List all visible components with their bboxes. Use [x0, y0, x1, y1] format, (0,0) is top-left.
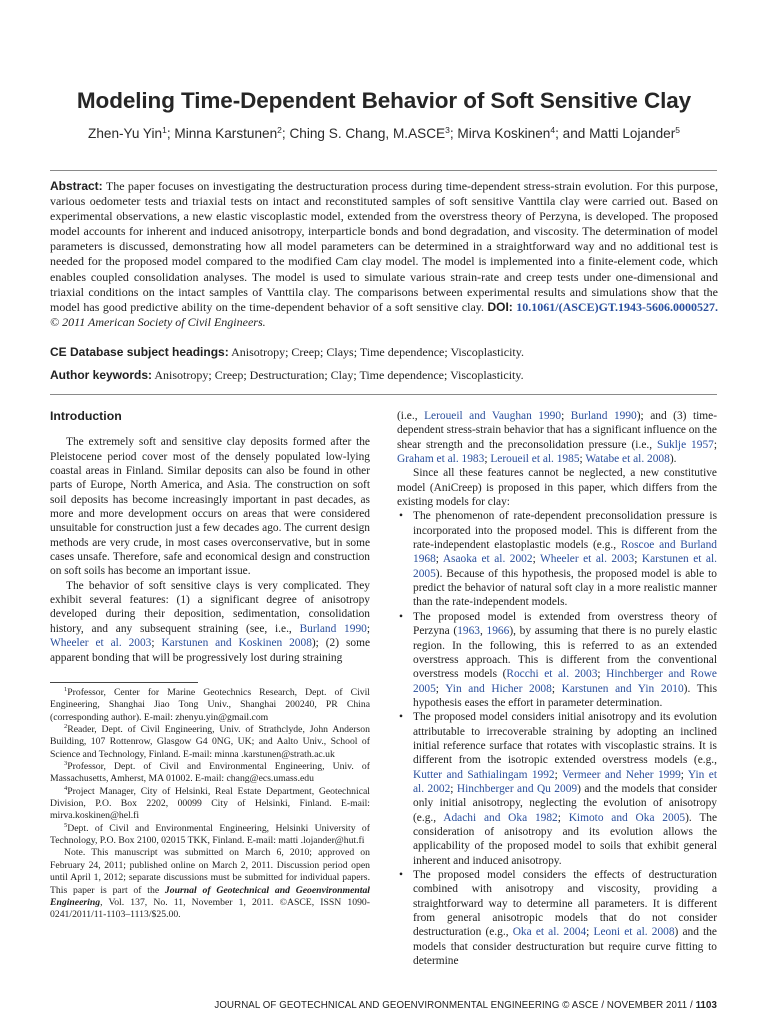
- citation-link[interactable]: Hinchberger and Qu 2009: [456, 782, 578, 795]
- journal-name: Journal of Geotechnical and Geoenvironmental Engineering: [50, 884, 370, 908]
- footer-journal-line: JOURNAL OF GEOTECHNICAL AND GEOENVIRONMENTAL ENGINEERING © ASCE / NOVEMBER 2011 /: [214, 1000, 693, 1011]
- feature-list: [397, 509, 717, 968]
- citation-link[interactable]: Yin and Hicher 2008: [445, 682, 552, 695]
- author-separator: ;: [166, 126, 175, 141]
- copyright-notice: © 2011 American Society of Civil Engineers.: [50, 314, 266, 329]
- citation-link[interactable]: Karstunen and Yin 2010: [561, 682, 684, 695]
- author-separator: ;: [281, 126, 290, 141]
- bullet-icon: •: [399, 711, 403, 724]
- text: ) and the models that consider only initial anisotropy, neglecting the evolution of anisotropy (e.g.,: [413, 782, 718, 824]
- abstract-label: Abstract:: [50, 179, 103, 193]
- text: ). Because of this hypothesis, the proposed model is able to predict the behavior of natural soft clay in a more realistic manner than the rate-independent models.: [413, 567, 717, 609]
- citation-link[interactable]: Watabe et al. 2008: [585, 453, 670, 466]
- ce-headings-label: CE Database subject headings:: [50, 345, 229, 359]
- text: The proposed model is extended from overstress theory of Perzyna (: [413, 610, 717, 638]
- text: ). The consideration of anisotropy and its evolution allows the applicability of the proposed model to soils that exhibit general inherent and induced anisotropy.: [413, 811, 718, 867]
- footnote: $^3$Professor, Dept. of Civil and Environmental Engineering, Univ. of Massachusetts, Amherst, MA 01002. E-mail: chang@ecs.umass.edu: [50, 760, 370, 785]
- author-keywords-label: Author keywords:: [50, 368, 153, 382]
- citation-link[interactable]: Oka et al. 2004: [512, 926, 587, 939]
- citation-link[interactable]: Asaoka et al. 2002: [442, 553, 533, 566]
- footnote-text: Dept. of Civil and Environmental Engineering, Helsinki University of Technology, P.O. Box 2100, 02015 TKK, Finland. E-mail: matti .lojander@hut.fi: [50, 822, 370, 847]
- list-item: • The proposed model is extended from overstress theory of Perzyna (1963, 1966), by assuming that there is no purely elastic region. In the following, this is referred to as an extended overstress approach. This is different from the conventional overstress models (Rocchi et al. 2003; Hinchberger and Rowe 2005; Yin and Hicher 2008; Karstunen and Yin 2010). This hypothesis eases the effort in parameter determination.: [399, 610, 718, 709]
- citation-link[interactable]: Kimoto and Oka 2005: [568, 811, 686, 824]
- text: The phenomenon of rate-dependent preconsolidation pressure is incorporated into the proposed model. This is different from the rate-independent elastoplastic models (e.g.,: [413, 510, 717, 552]
- bullet-icon: •: [399, 869, 403, 881]
- doi-label: DOI:: [487, 299, 513, 314]
- citation-link[interactable]: Burland 1990: [570, 410, 637, 422]
- page-footer: [214, 1000, 717, 1011]
- text: The behavior of soft sensitive clays is very complicated. They exhibit several features: (1) a significant degree of anisotropy developed during their deposition, sedimentation, consolidation history, and any subsequent straining (see, i.e.,: [50, 579, 370, 635]
- citation-link[interactable]: Leroueil and Vaughan 1990: [424, 410, 562, 422]
- author-name: Ching S. Chang, M.ASCE: [289, 126, 446, 141]
- author-affiliation-mark: 1: [162, 125, 167, 135]
- list-item: • The proposed model considers the effects of destructuration combined with anisotropy and viscosity, providing a straightforward way to determine all parameters. It is different from general anisotropic models that do not consider destructuration (e.g., Oka et al. 2004; Leoni et al. 2008) and the models that consider destructuration but require curve fitting to determine: [399, 869, 717, 968]
- author-name: Minna Karstunen: [174, 126, 278, 141]
- footnote: $^4$Project Manager, City of Helsinki, Real Estate Department, Geotechnical Division, P.O. Box 2202, 00099 City of Helsinki, Finland. E-mail: mirva.koskinen@hel.fi: [50, 784, 370, 822]
- doi-link[interactable]: 10.1061/(ASCE)GT.1943-5606.0000527.: [516, 299, 719, 314]
- citation-link[interactable]: Wheeler et al. 2003: [50, 637, 152, 650]
- author-separator: ;: [449, 126, 458, 141]
- text: ), by assuming that there is no purely elastic region. In the following, this is referred to as an extended overstress approach. This is different from the conventional overstress models (: [413, 625, 718, 681]
- footnote: $^5$Dept. of Civil and Environmental Engineering, Helsinki University of Technology, P.O. Box 2100, 02015 TKK, Finland. E-mail: matti .lojander@hut.fi: [50, 821, 370, 847]
- paragraph: The behavior of soft sensitive clays is very complicated. They exhibit several features: (1) a significant degree of anisotropy developed during their deposition, sedimentation, consolidation history, and any subsequent straining (see, i.e., Burland 1990; Wheeler et al. 2003; Karstunen and Koskinen 2008); (2) some apparent bonding that will be progressively lost during straining: [50, 579, 371, 664]
- right-column: [397, 409, 717, 968]
- citation-link[interactable]: Roscoe and Burland 1968: [413, 539, 717, 566]
- citation-link[interactable]: Leroueil et al. 1985: [490, 453, 580, 466]
- page-number: 1103: [695, 1000, 717, 1011]
- paragraph: (i.e., Leroueil and Vaughan 1990; Burland 1990); and (3) time-dependent stress-strain behavior that has a significant influence on the shear strength and the preconsolidation pressure (i.e., Suklje 1957; Graham et al. 1983; Leroueil et al. 1985; Watabe et al. 2008).: [397, 410, 718, 466]
- paper-title: Modeling Time-Dependent Behavior of Soft Sensitive Clay: [76, 88, 692, 113]
- abstract: [50, 179, 718, 330]
- citation-link[interactable]: Vermeer and Neher 1999: [561, 768, 681, 781]
- author-keywords-text: Anisotropy; Creep; Destructuration; Clay; Time dependence; Viscoplasticity.: [154, 368, 524, 382]
- author-name: Mirva Koskinen: [457, 126, 551, 141]
- text: ); (2) some apparent bonding that will be progressively lost during straining: [50, 637, 370, 664]
- citation-link[interactable]: Burland 1990: [299, 622, 367, 635]
- citation-link[interactable]: Leoni et al. 2008: [593, 926, 675, 939]
- citation-link[interactable]: Graham et al. 1983: [397, 453, 485, 466]
- text: ); and (3) time-dependent stress-strain behavior that has a significant influence on the shear strength and the preconsolidation pressure (i.e.,: [397, 410, 717, 451]
- citation-link[interactable]: Hinchberger and Rowe 2005: [413, 668, 717, 695]
- footnote-text: Professor, Center for Marine Geotechnics Research, Dept. of Civil Engineering, Shanghai Jiao Tong Univ., Shanghai 200240, PR China (corresponding author). E-mail: zhenyu.yin@gmail.com: [50, 687, 370, 723]
- footnote-text: Project Manager, City of Helsinki, Real Estate Department, Geotechnical Division, P.O. Box 2202, 00099 City of Helsinki, Finland. E-mail: mirva.koskinen@hel.fi: [50, 785, 370, 822]
- author-affiliation-mark: 3: [445, 125, 450, 135]
- text: The proposed model considers initial anisotropy and its evolution attributable to irrecoverable straining by adopting an inclined initial reference surface that rotates with viscoplastic strains. It is different from the isotropic extended overstress models (e.g.,: [413, 711, 717, 767]
- paragraph: Since all these features cannot be neglected, a new constitutive model (AniCreep) is proposed in this paper, which differs from the existing models for clay:: [397, 467, 717, 509]
- ce-headings-text: Anisotropy; Creep; Clays; Time dependence; Viscoplasticity.: [231, 345, 524, 359]
- footnote-text: Reader, Dept. of Civil Engineering, Univ. of Strathclyde, John Anderson Building, 107 Rottenrow, Glasgow G4 0NG, UK; and Aalto Univ., School of Science and Technology, Finland. E-mail: minna .karstunen@strath.ac.uk: [50, 724, 370, 760]
- citation-link[interactable]: Karstunen and Koskinen 2008: [161, 637, 312, 650]
- citation-link[interactable]: Suklje 1957: [657, 438, 714, 451]
- note-text: Note. This manuscript was submitted on March 6, 2010; approved on February 24, 2011; published online on March 2, 2011. Discussion period open until April 1, 2012; separate discussions must be submitted for individual papers. This paper is part of the: [50, 847, 370, 896]
- bullet-icon: •: [399, 610, 403, 623]
- citation-link[interactable]: Wheeler et al. 2003: [540, 553, 635, 566]
- author-list: [0, 126, 768, 141]
- citation-link[interactable]: Kutter and Sathialingam 1992: [413, 768, 555, 781]
- author-keywords: [50, 368, 718, 383]
- list-item: • The phenomenon of rate-dependent preconsolidation pressure is incorporated into the proposed model. This is different from the rate-independent elastoplastic models (e.g., Roscoe and Burland 1968; Asaoka et al. 2002; Wheeler et al. 2003; Karstunen et al. 2005). Because of this hypothesis, the proposed model is able to predict the behavior of natural soft clay in a more realistic manner than the rate-independent models.: [399, 510, 717, 609]
- citation-link[interactable]: 1963: [457, 625, 480, 638]
- footnote-divider: [50, 682, 198, 683]
- left-column: [50, 409, 370, 665]
- abstract-top-divider: [50, 170, 717, 171]
- note-text: , Vol. 137, No. 11, November 1, 2011. ©ASCE, ISSN 1090-0241/2011/11-1103–1113/$25.00.: [50, 896, 370, 921]
- citation-link[interactable]: Karstunen et al. 2005: [413, 553, 717, 580]
- author-separator: ; and: [555, 126, 590, 141]
- author-name: Matti Lojander: [589, 126, 676, 141]
- paragraph: The extremely soft and sensitive clay deposits formed after the Pleistocene period cover most of the densely populated low-lying coastal areas in Finland. Similar deposits can also be found in other parts of Europe, North America, and Asia. The construction on soft soil deposits has become increasingly important in past decades, as more and more development occurs on areas that were considered unsuitable for construction just a few decades ago. The current design methods are very crude, in most cases overconservative, but in some cases unsafe. Therefore, safe and economical design and construction on soft soils has become an important issue.: [50, 436, 370, 578]
- citation-link[interactable]: Adachi and Oka 1982: [443, 811, 558, 824]
- text: ). This hypothesis eases the effort in parameter determination.: [413, 682, 718, 709]
- citation-link[interactable]: 1966: [486, 625, 510, 638]
- citation-link[interactable]: Rocchi et al. 2003: [506, 668, 598, 681]
- text: ) and the models that consider destructuration but require curve fitting to determine: [413, 926, 717, 968]
- footnote: $^2$Reader, Dept. of Civil Engineering, Univ. of Strathclyde, John Anderson Building, 107 Rottenrow, Glasgow G4 0NG, UK; and Aalto Univ., School of Science and Technology, Finland. E-mail: minna .karstunen@strath.ac.uk: [50, 723, 370, 760]
- footnote: $^1$Professor, Center for Marine Geotechnics Research, Dept. of Civil Engineering, Shanghai Jiao Tong Univ., Shanghai 200240, PR China (corresponding author). E-mail: zhenyu.yin@gmail.com: [50, 686, 370, 723]
- abstract-text: The paper focuses on investigating the destructuration process during time-dependent stress-strain evolution. For this purpose, various oedometer tests and triaxial tests on intact and reconstituted samples of soft sensitive Vanttila clay were carried out. Based on experimental observations, a new elastic viscoplastic model, extended from the overstress theory of Perzyna, is developed. The proposed model accounts for inherent and induced anisotropy, interparticle bonds and bond degradation, and viscosity. The determination of model parameters is discussed, demonstrating how all model parameters can be determined in a straightforward way and no additional test is needed for the proposed model compared to the modified Cam clay model. The model is implemented into a finite-element code, which enables coupled consolidation analyses. The model is used to simulate various strain-rate and creep tests under one-dimensional and triaxial conditions on the intact samples of Vanttila clay. The comparisons between experimental results and simulations show that the model has good predictive ability on the time-dependent behavior of a soft sensitive clay.: [50, 179, 718, 314]
- list-item: • The proposed model considers initial anisotropy and its evolution attributable to irrecoverable straining by adopting an inclined initial reference surface that rotates with viscoplastic strains. It is different from the isotropic extended overstress models (e.g., Kutter and Sathialingam 1992; Vermeer and Neher 1999; Yin et al. 2002; Hinchberger and Qu 2009) and the models that consider only initial anisotropy, neglecting the evolution of anisotropy (e.g., Adachi and Oka 1982; Kimoto and Oka 2005). The consideration of anisotropy and its evolution allows the applicability of the proposed model to soils that exhibit general inherent and induced anisotropy.: [399, 711, 718, 867]
- author-name: Zhen-Yu Yin: [88, 126, 163, 141]
- text: (i.e.,: [397, 410, 418, 422]
- text: ).: [669, 453, 677, 466]
- manuscript-note: [50, 847, 370, 921]
- section-heading-introduction: Introduction: [50, 409, 122, 423]
- ce-subject-headings: [50, 345, 718, 360]
- bullet-icon: •: [399, 510, 403, 523]
- author-affiliation-mark: 5: [675, 125, 680, 135]
- abstract-bottom-divider: [50, 394, 717, 395]
- text: The proposed model considers the effects of destructuration combined with anisotropy and viscosity, providing a straightforward way to determine all parameters. It is different from general anisotropic models that do not consider destructuration (e.g.,: [413, 869, 717, 939]
- footnote-text: Professor, Dept. of Civil and Environmental Engineering, Univ. of Massachusetts, Amherst, MA 01002. E-mail: chang@ecs.umass.edu: [50, 761, 370, 785]
- author-affiliation-mark: 4: [550, 125, 556, 135]
- footnotes: [50, 687, 370, 922]
- citation-link[interactable]: Yin et al. 2002: [413, 768, 717, 795]
- author-affiliation-mark: 2: [277, 125, 282, 135]
